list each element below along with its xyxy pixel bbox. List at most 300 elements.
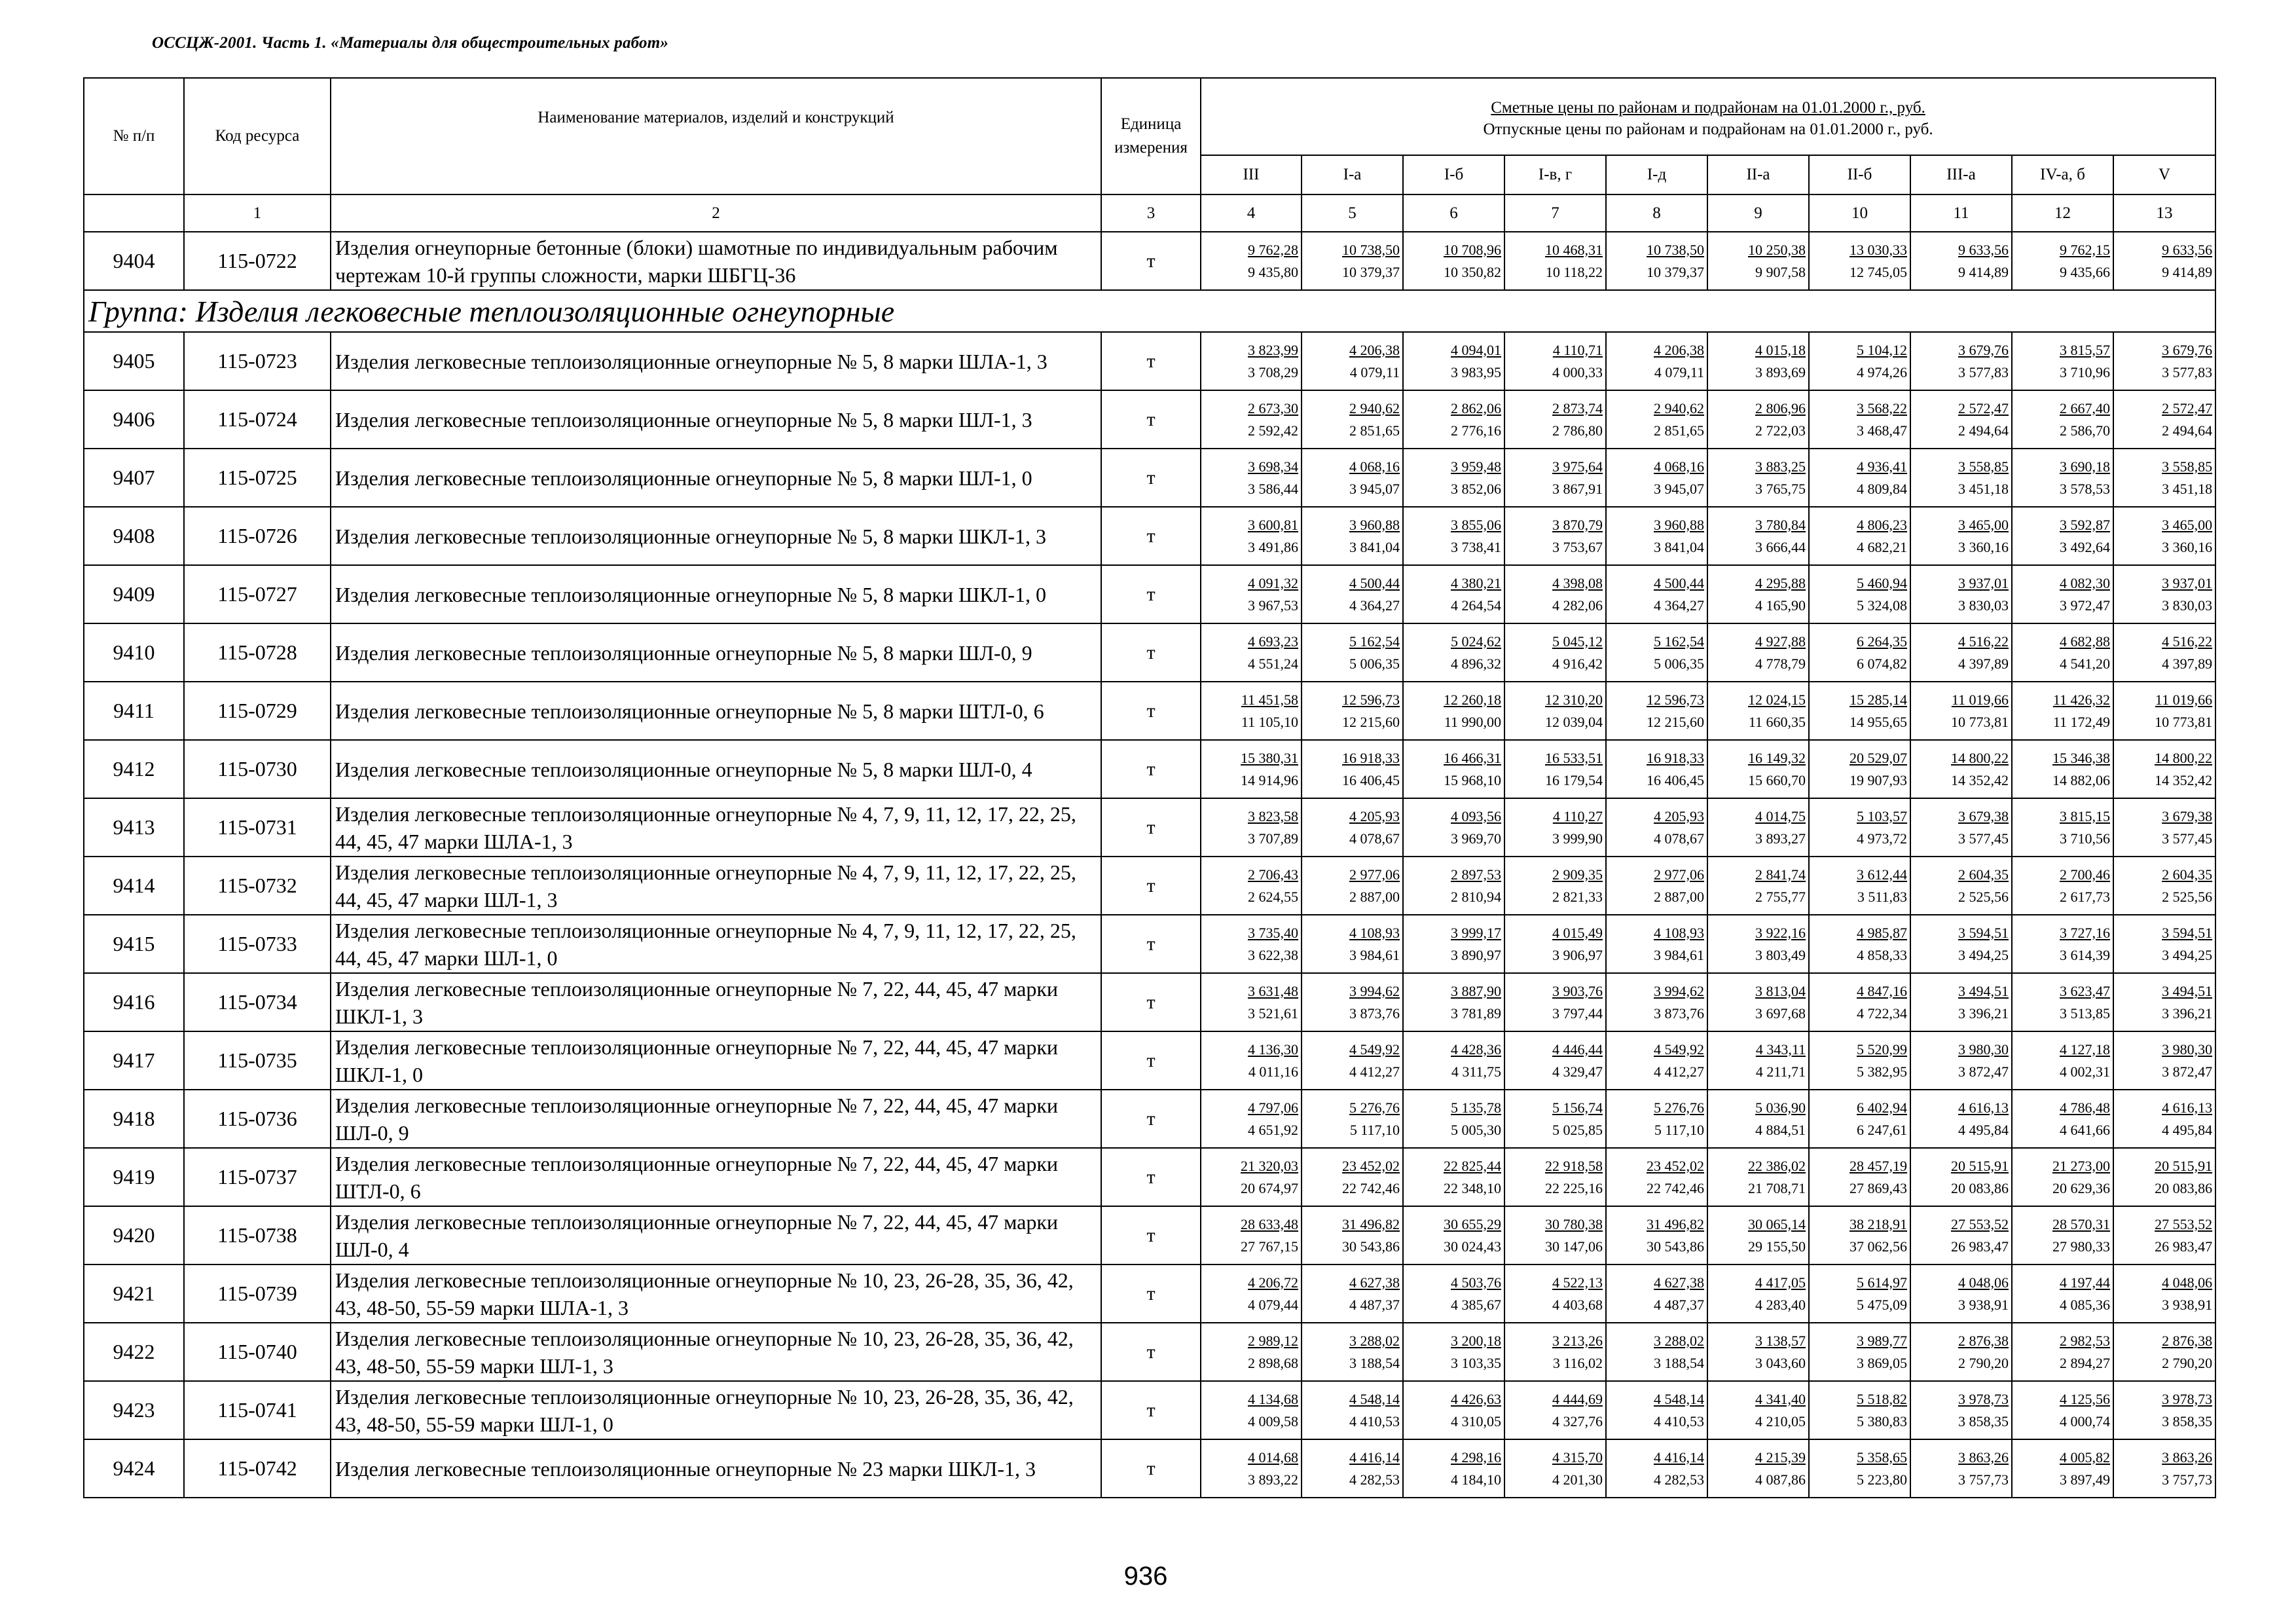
price-cell (1809, 449, 1910, 507)
column-number: 4 (1201, 194, 1302, 232)
selling-price: 4 165,90 (1755, 597, 1806, 614)
estimate-price: 4 549,92 (1349, 1041, 1400, 1058)
estimate-price: 4 082,30 (2060, 574, 2110, 591)
selling-price: 26 983,47 (2155, 1238, 2213, 1255)
price-cell (1302, 1206, 1403, 1264)
price-cell (1809, 332, 1910, 390)
price-cell (1302, 1031, 1403, 1090)
row-number: 9424 (84, 1439, 184, 1498)
price-cell (1504, 798, 1606, 857)
price-cell (1403, 857, 1504, 915)
material-name: Изделия легковесные теплоизоляционные огнеупорные № 7, 22, 44, 45, 47 марки ШКЛ-1, 3 (331, 973, 1101, 1031)
selling-price: 3 468,47 (1857, 422, 1907, 439)
estimate-price: 3 959,48 (1451, 458, 1501, 475)
price-cell (1910, 682, 2012, 740)
column-number: 12 (2012, 194, 2113, 232)
estimate-price: 10 250,38 (1748, 241, 1806, 258)
price-cell (1809, 390, 1910, 449)
estimate-price: 2 909,35 (1552, 866, 1603, 883)
estimate-price: 5 162,54 (1349, 633, 1400, 650)
estimate-price: 5 104,12 (1857, 341, 1907, 358)
price-cell (1403, 565, 1504, 623)
price-cell (1201, 1323, 1302, 1381)
estimate-price: 2 989,12 (1248, 1332, 1298, 1349)
estimate-price: 10 468,31 (1545, 241, 1603, 258)
selling-price: 3 781,89 (1451, 1005, 1501, 1022)
estimate-price: 4 693,23 (1248, 633, 1298, 650)
estimate-price: 4 094,01 (1451, 341, 1501, 358)
price-cell (1910, 973, 2012, 1031)
row-number: 9406 (84, 390, 184, 449)
selling-price: 20 629,36 (2052, 1179, 2110, 1196)
group-row (84, 290, 2215, 332)
document-header: ОССЦЖ-2001. Часть 1. «Материалы для общестроительных работ» (152, 34, 669, 52)
estimate-price: 30 780,38 (1545, 1215, 1603, 1232)
price-cell (1910, 390, 2012, 449)
selling-price: 9 414,89 (1958, 263, 2009, 280)
material-name: Изделия легковесные теплоизоляционные огнеупорные № 7, 22, 44, 45, 47 марки ШТЛ-0, 6 (331, 1148, 1101, 1206)
price-cell (2012, 1090, 2113, 1148)
selling-price: 3 451,18 (2162, 480, 2213, 497)
estimate-price: 3 727,16 (2060, 924, 2110, 941)
estimate-price: 20 529,07 (1850, 749, 1907, 766)
price-cell (2113, 507, 2215, 565)
region-header: I-д (1606, 155, 1707, 194)
price-cell (1606, 1031, 1707, 1090)
estimate-price: 3 568,22 (1857, 399, 1907, 416)
price-cell (1606, 449, 1707, 507)
price-cell (1302, 1381, 1403, 1439)
selling-price: 4 487,37 (1349, 1296, 1400, 1313)
estimate-price: 2 806,96 (1755, 399, 1806, 416)
col-header-unit: Единица измерения (1101, 78, 1201, 194)
price-table (83, 77, 2216, 1498)
column-number-empty (84, 194, 184, 232)
region-header: II-б (1809, 155, 1910, 194)
price-cell (1504, 1206, 1606, 1264)
material-name: Изделия легковесные теплоизоляционные огнеупорные № 4, 7, 9, 11, 12, 17, 22, 25, 44, 45, 47 марки ШЛ-1, 0 (331, 915, 1101, 973)
selling-price: 4 973,72 (1857, 830, 1907, 847)
price-cell (1707, 565, 1809, 623)
row-number: 9404 (84, 232, 184, 290)
selling-price: 3 867,91 (1552, 480, 1603, 497)
column-number: 6 (1403, 194, 1504, 232)
price-cell (1910, 798, 2012, 857)
estimate-price: 2 862,06 (1451, 399, 1501, 416)
price-cell (1809, 1090, 1910, 1148)
col-header-no: № п/п (84, 78, 184, 194)
estimate-price: 20 515,91 (2155, 1157, 2213, 1174)
price-cell (1504, 449, 1606, 507)
price-cell (1302, 507, 1403, 565)
estimate-price: 4 380,21 (1451, 574, 1501, 591)
selling-price: 9 435,80 (1248, 263, 1298, 280)
selling-price: 2 786,80 (1552, 422, 1603, 439)
estimate-price: 2 940,62 (1654, 399, 1704, 416)
price-cell (1504, 1148, 1606, 1206)
estimate-price: 28 457,19 (1850, 1157, 1907, 1174)
estimate-price: 3 558,85 (2162, 458, 2213, 475)
selling-price: 14 352,42 (1951, 771, 2009, 788)
selling-price: 4 364,27 (1349, 597, 1400, 614)
price-cell (1201, 798, 1302, 857)
estimate-price: 16 918,33 (1647, 749, 1704, 766)
selling-price: 2 887,00 (1349, 888, 1400, 905)
table-row (84, 332, 2215, 390)
price-cell (1910, 1148, 2012, 1206)
selling-price: 20 083,86 (2155, 1179, 2213, 1196)
price-cell (2113, 623, 2215, 682)
estimate-price: 4 015,18 (1755, 341, 1806, 358)
selling-price: 3 666,44 (1755, 538, 1806, 555)
selling-price: 21 708,71 (1748, 1179, 1806, 1196)
region-header: II-а (1707, 155, 1809, 194)
estimate-price: 4 048,06 (1958, 1274, 2009, 1291)
price-cell (1403, 507, 1504, 565)
selling-price: 3 797,44 (1552, 1005, 1603, 1022)
price-cell (1302, 798, 1403, 857)
region-header: III-а (1910, 155, 2012, 194)
page-number: 936 (1123, 1562, 1168, 1591)
price-cell (1302, 1090, 1403, 1148)
table-row (84, 857, 2215, 915)
selling-price: 3 710,56 (2060, 830, 2110, 847)
price-cell (1302, 390, 1403, 449)
price-cell (1302, 857, 1403, 915)
selling-price: 4 809,84 (1857, 480, 1907, 497)
estimate-price: 2 977,06 (1654, 866, 1704, 883)
estimate-price: 4 206,38 (1654, 341, 1704, 358)
selling-price: 2 755,77 (1755, 888, 1806, 905)
estimate-price: 4 426,63 (1451, 1390, 1501, 1407)
column-number: 3 (1101, 194, 1201, 232)
estimate-price: 14 800,22 (2155, 749, 2213, 766)
table-row (84, 232, 2215, 290)
selling-price: 5 380,83 (1857, 1412, 1907, 1430)
unit-cell: т (1101, 798, 1201, 857)
estimate-price: 4 627,38 (1654, 1274, 1704, 1291)
row-number: 9414 (84, 857, 184, 915)
estimate-price: 3 494,51 (2162, 982, 2213, 999)
estimate-price: 4 985,87 (1857, 924, 1907, 941)
selling-price: 4 283,40 (1755, 1296, 1806, 1313)
estimate-price: 4 110,71 (1552, 341, 1603, 358)
estimate-price: 4 503,76 (1451, 1274, 1501, 1291)
price-cell (1201, 740, 1302, 798)
selling-price: 22 742,46 (1647, 1179, 1704, 1196)
selling-price: 3 893,69 (1755, 363, 1806, 380)
estimate-price: 5 162,54 (1654, 633, 1704, 650)
price-cell (2113, 798, 2215, 857)
price-cell (1201, 1031, 1302, 1090)
selling-price: 2 722,03 (1755, 422, 1806, 439)
price-cell (1403, 623, 1504, 682)
estimate-price: 4 014,75 (1755, 807, 1806, 824)
table-row (84, 740, 2215, 798)
estimate-price: 4 206,72 (1248, 1274, 1298, 1291)
estimate-price: 3 690,18 (2060, 458, 2110, 475)
price-cell (1504, 1031, 1606, 1090)
estimate-price: 23 452,02 (1647, 1157, 1704, 1174)
estimate-price: 4 516,22 (2162, 633, 2213, 650)
price-cell (2012, 798, 2113, 857)
price-cell (1201, 1381, 1302, 1439)
region-header: III (1201, 155, 1302, 194)
selling-price: 3 116,02 (1552, 1354, 1603, 1371)
estimate-price: 11 426,32 (2052, 691, 2110, 708)
selling-price: 4 778,79 (1755, 655, 1806, 672)
estimate-price: 4 108,93 (1654, 924, 1704, 941)
price-cell (2113, 915, 2215, 973)
estimate-price: 12 596,73 (1342, 691, 1400, 708)
price-cell (1809, 1264, 1910, 1323)
estimate-price: 4 110,27 (1552, 807, 1603, 824)
selling-price: 4 079,11 (1654, 363, 1704, 380)
price-cell (1302, 1323, 1403, 1381)
selling-price: 3 893,27 (1755, 830, 1806, 847)
estimate-price: 3 612,44 (1857, 866, 1907, 883)
estimate-price: 2 876,38 (1958, 1332, 2009, 1349)
estimate-price: 14 800,22 (1951, 749, 2009, 766)
unit-cell: т (1101, 332, 1201, 390)
selling-price: 2 810,94 (1451, 888, 1501, 905)
unit-cell: т (1101, 1323, 1201, 1381)
table-row (84, 1439, 2215, 1498)
estimate-price: 3 975,64 (1552, 458, 1603, 475)
price-cell (1403, 332, 1504, 390)
selling-price: 20 083,86 (1951, 1179, 2009, 1196)
estimate-price: 2 897,53 (1451, 866, 1501, 883)
row-number: 9422 (84, 1323, 184, 1381)
price-cell (1403, 1323, 1504, 1381)
selling-price: 3 451,18 (1958, 480, 2009, 497)
selling-price: 5 117,10 (1349, 1121, 1400, 1138)
resource-code: 115-0738 (184, 1206, 331, 1264)
selling-price: 4 327,76 (1552, 1412, 1603, 1430)
estimate-price: 4 416,14 (1654, 1449, 1704, 1466)
estimate-price: 3 494,51 (1958, 982, 2009, 999)
estimate-price: 3 200,18 (1451, 1332, 1501, 1349)
selling-price: 2 592,42 (1248, 422, 1298, 439)
estimate-price: 12 310,20 (1545, 691, 1603, 708)
price-cell (1403, 390, 1504, 449)
price-cell (1504, 1381, 1606, 1439)
table-row (84, 1031, 2215, 1090)
price-cell (1302, 973, 1403, 1031)
material-name: Изделия легковесные теплоизоляционные огнеупорные № 5, 8 марки ШТЛ-0, 6 (331, 682, 1101, 740)
estimate-price: 3 679,38 (1958, 807, 2009, 824)
estimate-price: 3 698,34 (1248, 458, 1298, 475)
resource-code: 115-0737 (184, 1148, 331, 1206)
table-row (84, 915, 2215, 973)
table-row (84, 1381, 2215, 1439)
estimate-price: 9 633,56 (2162, 241, 2213, 258)
price-cell (1504, 1264, 1606, 1323)
estimate-price: 3 288,02 (1654, 1332, 1704, 1349)
estimate-price: 4 068,16 (1349, 458, 1400, 475)
price-cell (2012, 915, 2113, 973)
selling-price: 3 945,07 (1349, 480, 1400, 497)
price-cell (1201, 332, 1302, 390)
price-cell (1809, 973, 1910, 1031)
estimate-price: 5 358,65 (1857, 1449, 1907, 1466)
table-row (84, 623, 2215, 682)
selling-price: 27 767,15 (1241, 1238, 1298, 1255)
price-cell (1910, 565, 2012, 623)
estimate-price: 4 014,68 (1248, 1449, 1298, 1466)
material-name: Изделия легковесные теплоизоляционные огнеупорные № 4, 7, 9, 11, 12, 17, 22, 25, 44, 45, 47 марки ШЛА-1, 3 (331, 798, 1101, 857)
unit-cell: т (1101, 740, 1201, 798)
estimate-price: 11 019,66 (2155, 691, 2213, 708)
estimate-price: 4 125,56 (2060, 1390, 2110, 1407)
estimate-price: 5 045,12 (1552, 633, 1603, 650)
selling-price: 4 087,86 (1755, 1471, 1806, 1488)
price-cell (1606, 798, 1707, 857)
estimate-price: 3 883,25 (1755, 458, 1806, 475)
selling-price: 4 364,27 (1654, 597, 1704, 614)
estimate-price: 3 960,88 (1654, 516, 1704, 533)
price-cell (1403, 1206, 1504, 1264)
price-cell (1504, 232, 1606, 290)
estimate-price: 4 416,14 (1349, 1449, 1400, 1466)
table-row (84, 1148, 2215, 1206)
selling-price: 3 577,83 (1958, 363, 2009, 380)
selling-price: 4 651,92 (1248, 1121, 1298, 1138)
selling-price: 4 264,54 (1451, 597, 1501, 614)
selling-price: 4 412,27 (1654, 1063, 1704, 1080)
estimate-price: 4 206,38 (1349, 341, 1400, 358)
selling-price: 3 841,04 (1654, 538, 1704, 555)
price-cell (1809, 232, 1910, 290)
price-title-selling: Отпускные цены по районам и подрайонам на 01.01.2000 г., руб. (1483, 120, 1933, 138)
estimate-price: 3 558,85 (1958, 458, 2009, 475)
estimate-price: 23 452,02 (1342, 1157, 1400, 1174)
price-cell (1707, 682, 1809, 740)
selling-price: 22 348,10 (1444, 1179, 1501, 1196)
price-cell (2012, 449, 2113, 507)
estimate-price: 4 616,13 (2162, 1099, 2213, 1116)
price-cell (2113, 857, 2215, 915)
resource-code: 115-0724 (184, 390, 331, 449)
estimate-price: 28 633,48 (1241, 1215, 1298, 1232)
selling-price: 4 078,67 (1349, 830, 1400, 847)
selling-price: 3 513,85 (2060, 1005, 2110, 1022)
price-cell (1606, 565, 1707, 623)
price-cell (1606, 973, 1707, 1031)
unit-cell: т (1101, 1206, 1201, 1264)
selling-price: 3 577,45 (2162, 830, 2213, 847)
price-cell (1201, 682, 1302, 740)
selling-price: 3 872,47 (1958, 1063, 2009, 1080)
estimate-price: 5 276,76 (1349, 1099, 1400, 1116)
estimate-price: 3 978,73 (2162, 1390, 2213, 1407)
estimate-price: 3 937,01 (2162, 574, 2213, 591)
material-name: Изделия легковесные теплоизоляционные огнеупорные № 5, 8 марки ШЛА-1, 3 (331, 332, 1101, 390)
estimate-price: 2 940,62 (1349, 399, 1400, 416)
material-name: Изделия огнеупорные бетонные (блоки) шамотные по индивидуальным рабочим чертежам 10-й группы сложности, марки ШБГЦ-36 (331, 232, 1101, 290)
selling-price: 2 887,00 (1654, 888, 1704, 905)
selling-price: 10 773,81 (1951, 713, 2009, 730)
selling-price: 2 790,20 (1958, 1354, 2009, 1371)
price-cell (1403, 973, 1504, 1031)
row-number: 9411 (84, 682, 184, 740)
selling-price: 4 412,27 (1349, 1063, 1400, 1080)
region-header: V (2113, 155, 2215, 194)
selling-price: 3 983,95 (1451, 363, 1501, 380)
price-cell (2012, 740, 2113, 798)
selling-price: 4 551,24 (1248, 655, 1298, 672)
selling-price: 3 757,73 (1958, 1471, 2009, 1488)
price-cell (1201, 565, 1302, 623)
price-cell (1809, 1031, 1910, 1090)
estimate-price: 3 592,87 (2060, 516, 2110, 533)
price-cell (1606, 1323, 1707, 1381)
selling-price: 9 414,89 (2162, 263, 2213, 280)
estimate-price: 3 823,99 (1248, 341, 1298, 358)
estimate-price: 3 999,17 (1451, 924, 1501, 941)
selling-price: 4 641,66 (2060, 1121, 2110, 1138)
price-cell (1606, 1148, 1707, 1206)
estimate-price: 4 548,14 (1654, 1390, 1704, 1407)
selling-price: 3 841,04 (1349, 538, 1400, 555)
price-cell (1809, 507, 1910, 565)
selling-price: 3 360,16 (2162, 538, 2213, 555)
resource-code: 115-0742 (184, 1439, 331, 1498)
price-cell (1302, 1148, 1403, 1206)
price-cell (1910, 1206, 2012, 1264)
selling-price: 30 543,86 (1647, 1238, 1704, 1255)
estimate-price: 4 197,44 (2060, 1274, 2110, 1291)
estimate-price: 5 614,97 (1857, 1274, 1907, 1291)
estimate-price: 4 428,36 (1451, 1041, 1501, 1058)
estimate-price: 4 298,16 (1451, 1449, 1501, 1466)
unit-cell: т (1101, 507, 1201, 565)
estimate-price: 4 134,68 (1248, 1390, 1298, 1407)
selling-price: 2 494,64 (1958, 422, 2009, 439)
resource-code: 115-0734 (184, 973, 331, 1031)
price-cell (1504, 507, 1606, 565)
selling-price: 15 968,10 (1444, 771, 1501, 788)
estimate-price: 4 398,08 (1552, 574, 1603, 591)
estimate-price: 3 213,26 (1552, 1332, 1603, 1349)
selling-price: 22 225,16 (1545, 1179, 1603, 1196)
price-cell (1707, 740, 1809, 798)
selling-price: 4 682,21 (1857, 538, 1907, 555)
estimate-price: 3 994,62 (1654, 982, 1704, 999)
price-cell (1302, 232, 1403, 290)
estimate-price: 22 918,58 (1545, 1157, 1603, 1174)
table-row (84, 390, 2215, 449)
selling-price: 4 858,33 (1857, 946, 1907, 963)
material-name: Изделия легковесные теплоизоляционные огнеупорные № 10, 23, 26-28, 35, 36, 42, 43, 48-50, 55-59 марки ШЛ-1, 0 (331, 1381, 1101, 1439)
unit-cell: т (1101, 1264, 1201, 1323)
selling-price: 4 884,51 (1755, 1121, 1806, 1138)
selling-price: 12 215,60 (1647, 713, 1704, 730)
selling-price: 5 006,35 (1349, 655, 1400, 672)
price-cell (1809, 798, 1910, 857)
selling-price: 5 005,30 (1451, 1121, 1501, 1138)
estimate-price: 4 205,93 (1349, 807, 1400, 824)
price-cell (1707, 1323, 1809, 1381)
selling-price: 16 406,45 (1647, 771, 1704, 788)
table-row (84, 1323, 2215, 1381)
group-label: Группа: Изделия легковесные теплоизоляционные огнеупорные (84, 290, 2215, 332)
selling-price: 4 722,34 (1857, 1005, 1907, 1022)
estimate-price: 27 553,52 (2155, 1215, 2213, 1232)
estimate-price: 3 870,79 (1552, 516, 1603, 533)
material-name: Изделия легковесные теплоизоляционные огнеупорные № 5, 8 марки ШКЛ-1, 0 (331, 565, 1101, 623)
estimate-price: 4 108,93 (1349, 924, 1400, 941)
